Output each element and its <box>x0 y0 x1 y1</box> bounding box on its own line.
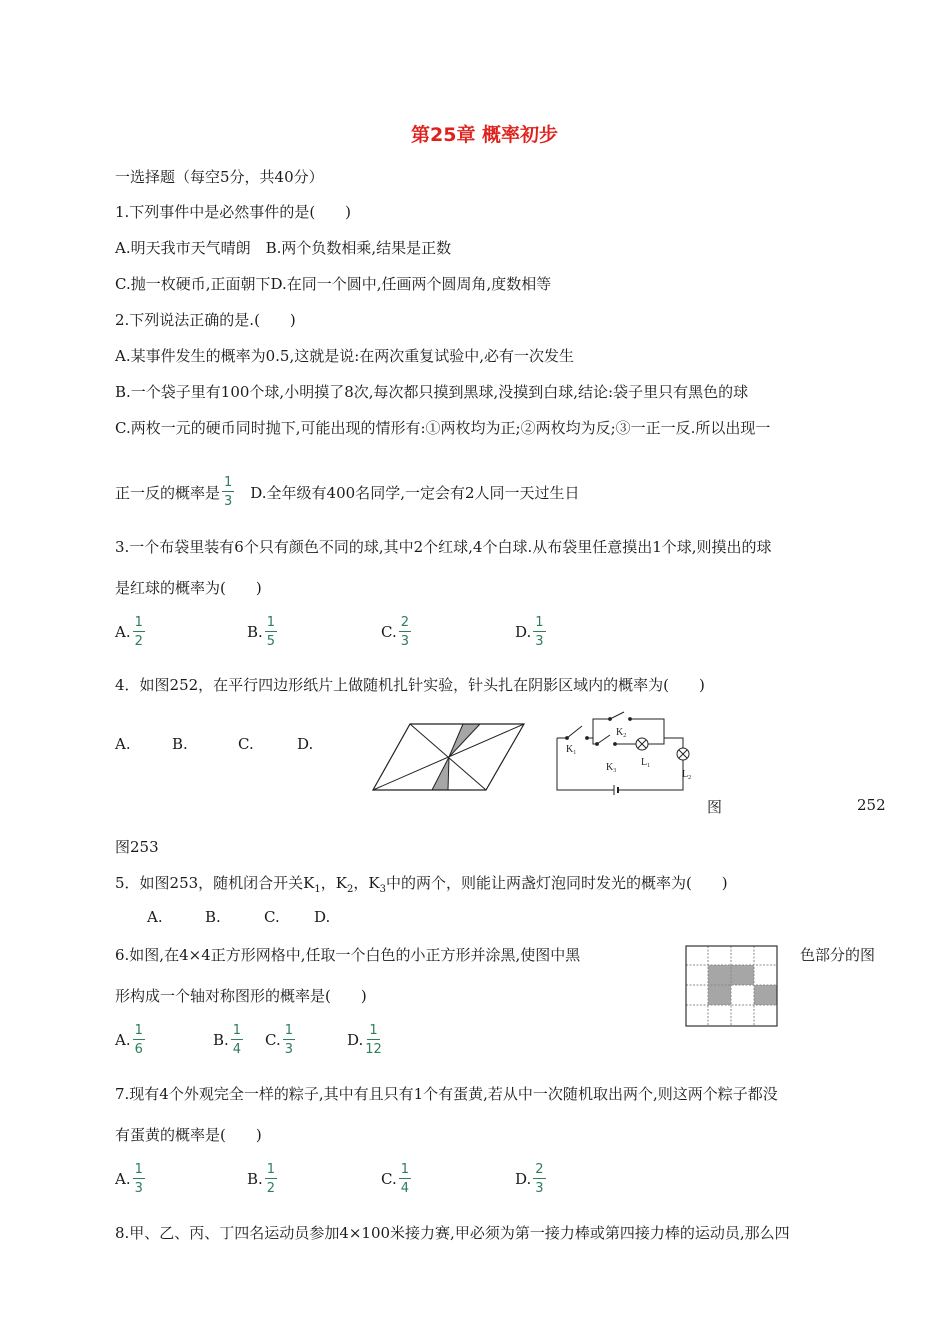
subscript: 2 <box>346 884 354 895</box>
q7-stem-line1: 7.现有4个外观完全一样的粽子,其中有且只有1个有蛋黄,若从中一次随机取出两个,则这两个粽子都没 <box>115 1085 778 1103</box>
subscript: 3 <box>379 884 386 895</box>
option-label: C. <box>265 1031 281 1049</box>
fraction-denominator: 3 <box>535 1181 544 1196</box>
figure-253-caption: 图253 <box>115 838 159 856</box>
q7-option-c <box>381 1163 413 1195</box>
q6-option-b <box>213 1024 245 1056</box>
fraction-denominator: 3 <box>535 634 544 649</box>
option-label: A. <box>115 623 131 641</box>
q3-option-a <box>115 616 147 648</box>
figure-caption-number: 252 <box>857 796 886 814</box>
l1-label: $L_1$ <box>641 757 651 769</box>
l2-label: $L_2$ <box>682 769 692 781</box>
q7-stem-line2: 有蛋黄的概率是( ) <box>115 1126 262 1144</box>
q4-option-d: D. <box>297 735 314 753</box>
fraction-numerator: 2 <box>400 615 409 630</box>
q1-stem: 1.下列事件中是必然事件的是( ) <box>115 203 352 221</box>
k3-label: $K_3$ <box>606 762 617 774</box>
option-label: C. <box>381 1170 397 1188</box>
grid-figure <box>685 945 779 1027</box>
page-title: 第25章 概率初步 <box>411 124 559 146</box>
fraction <box>222 476 234 508</box>
q5-option-b: B. <box>205 908 221 926</box>
q4-option-c: C. <box>238 735 254 753</box>
q2-option-b: B.一个袋子里有100个球,小明摸了8次,每次都只摸到黑球,没摸到白球,结论:袋子里只有黑色的球 <box>115 383 749 401</box>
fraction <box>133 616 145 648</box>
option-label: A. <box>115 1170 131 1188</box>
q5-text: ，K <box>353 874 380 892</box>
option-label: B. <box>247 623 263 641</box>
option-label: B. <box>213 1031 229 1049</box>
q2-option-a: A.某事件发生的概率为0.5,这就是说:在两次重复试验中,必有一次发生 <box>115 347 575 365</box>
fraction-numerator: 1 <box>232 1023 242 1038</box>
fraction-numerator: 1 <box>535 615 544 630</box>
fraction <box>133 1024 145 1056</box>
fraction-numerator: 1 <box>266 615 276 630</box>
fraction-numerator: 1 <box>134 1162 143 1177</box>
fraction-denominator: 12 <box>365 1042 382 1057</box>
q5-stem <box>115 872 728 895</box>
q6-option-c <box>265 1024 297 1056</box>
option-label: D. <box>515 1170 532 1188</box>
fraction-numerator: 1 <box>400 1162 409 1177</box>
subscript: 1 <box>314 884 321 895</box>
fraction-denominator: 3 <box>400 634 409 649</box>
q7-option-b <box>247 1163 279 1195</box>
fraction <box>533 1163 545 1195</box>
fraction-numerator: 1 <box>266 1162 276 1177</box>
fraction-denominator: 3 <box>224 494 233 509</box>
fraction <box>533 616 545 648</box>
q3-stem-line2: 是红球的概率为( ) <box>115 579 262 597</box>
q4-option-b: B. <box>172 735 188 753</box>
option-label: B. <box>247 1170 263 1188</box>
q6-option-a <box>115 1024 147 1056</box>
section-heading: 一选择题（每空5分，共40分） <box>115 168 324 186</box>
fraction-denominator: 3 <box>284 1042 293 1057</box>
fraction <box>399 1163 411 1195</box>
k2-label: $K_2$ <box>616 727 627 739</box>
fraction-numerator: 1 <box>284 1023 293 1038</box>
q3-option-b <box>247 616 279 648</box>
k1-label: $K_1$ <box>566 744 577 756</box>
q5-text: 5．如图253，随机闭合开关K <box>115 874 315 892</box>
fraction-numerator: 1 <box>134 615 143 630</box>
fraction <box>365 1024 382 1056</box>
q2-stem: 2.下列说法正确的是.( ) <box>115 311 296 329</box>
fraction <box>265 1163 277 1195</box>
option-label: D. <box>515 623 532 641</box>
q5-option-a: A. <box>147 908 163 926</box>
fraction <box>231 1024 243 1056</box>
q2-option-c-line2 <box>115 476 580 508</box>
fraction <box>399 616 411 648</box>
fraction <box>283 1024 295 1056</box>
figure-caption-label: 图 <box>707 798 723 816</box>
parallelogram-figure <box>372 722 526 792</box>
q3-option-c <box>381 616 413 648</box>
q8-stem-line1: 8.甲、乙、丙、丁四名运动员参加4×100米接力赛,甲必须为第一接力棒或第四接力棒的运动员,那么四 <box>115 1224 790 1242</box>
q5-text: ，K <box>320 874 347 892</box>
q6-stem-line2: 形构成一个轴对称图形的概率是( ) <box>115 987 367 1005</box>
q1-options-cd: C.抛一枚硬币,正面朝下D.在同一个圆中,任画两个圆周角,度数相等 <box>115 275 552 293</box>
fraction-numerator: 1 <box>134 1023 143 1038</box>
option-label: D. <box>347 1031 364 1049</box>
q6-stem-line1-left: 6.如图,在4×4正方形网格中,任取一个白色的小正方形并涂黑,使图中黑 <box>115 946 581 964</box>
q5-option-c: C. <box>264 908 280 926</box>
fraction-numerator: 2 <box>535 1162 544 1177</box>
q4-option-a: A. <box>115 735 131 753</box>
q7-option-d <box>515 1163 548 1195</box>
q7-option-a <box>115 1163 147 1195</box>
fraction-denominator: 3 <box>134 1181 143 1196</box>
fraction-denominator: 2 <box>134 634 143 649</box>
q5-option-d: D. <box>314 908 331 926</box>
q6-stem-line1-right: 色部分的图 <box>800 946 876 964</box>
fraction-denominator: 5 <box>266 634 276 649</box>
q3-stem-line1: 3.一个布袋里装有6个只有颜色不同的球,其中2个红球,4个白球.从布袋里任意摸出1个球,则摸出的球 <box>115 538 772 556</box>
circuit-figure <box>550 710 700 796</box>
fraction-denominator: 6 <box>134 1042 143 1057</box>
fraction-numerator: 1 <box>224 475 233 490</box>
q3-option-d <box>515 616 548 648</box>
q2-option-d: D.全年级有400名同学,一定会有2人同一天过生日 <box>250 483 580 502</box>
fraction-numerator: 1 <box>369 1023 378 1038</box>
q5-text: 中的两个，则能让两盏灯泡同时发光的概率为( ) <box>385 874 728 892</box>
q6-option-d <box>347 1024 384 1056</box>
fraction-denominator: 2 <box>266 1181 276 1196</box>
fraction-denominator: 4 <box>232 1042 242 1057</box>
q1-options-ab: A.明天我市天气晴朗 B.两个负数相乘,结果是正数 <box>115 239 452 257</box>
option-label: A. <box>115 1031 131 1049</box>
fraction <box>133 1163 145 1195</box>
option-label: C. <box>381 623 397 641</box>
q2-option-c-text: 正一反的概率是 <box>115 483 221 502</box>
fraction <box>265 616 277 648</box>
q2-option-c-line1: C.两枚一元的硬币同时抛下,可能出现的情形有:①两枚均为正;②两枚均为反;③一正一反.所以出现一 <box>115 419 771 437</box>
q4-stem: 4．如图252，在平行四边形纸片上做随机扎针实验，针头扎在阴影区域内的概率为( ) <box>115 676 705 694</box>
fraction-denominator: 4 <box>400 1181 409 1196</box>
